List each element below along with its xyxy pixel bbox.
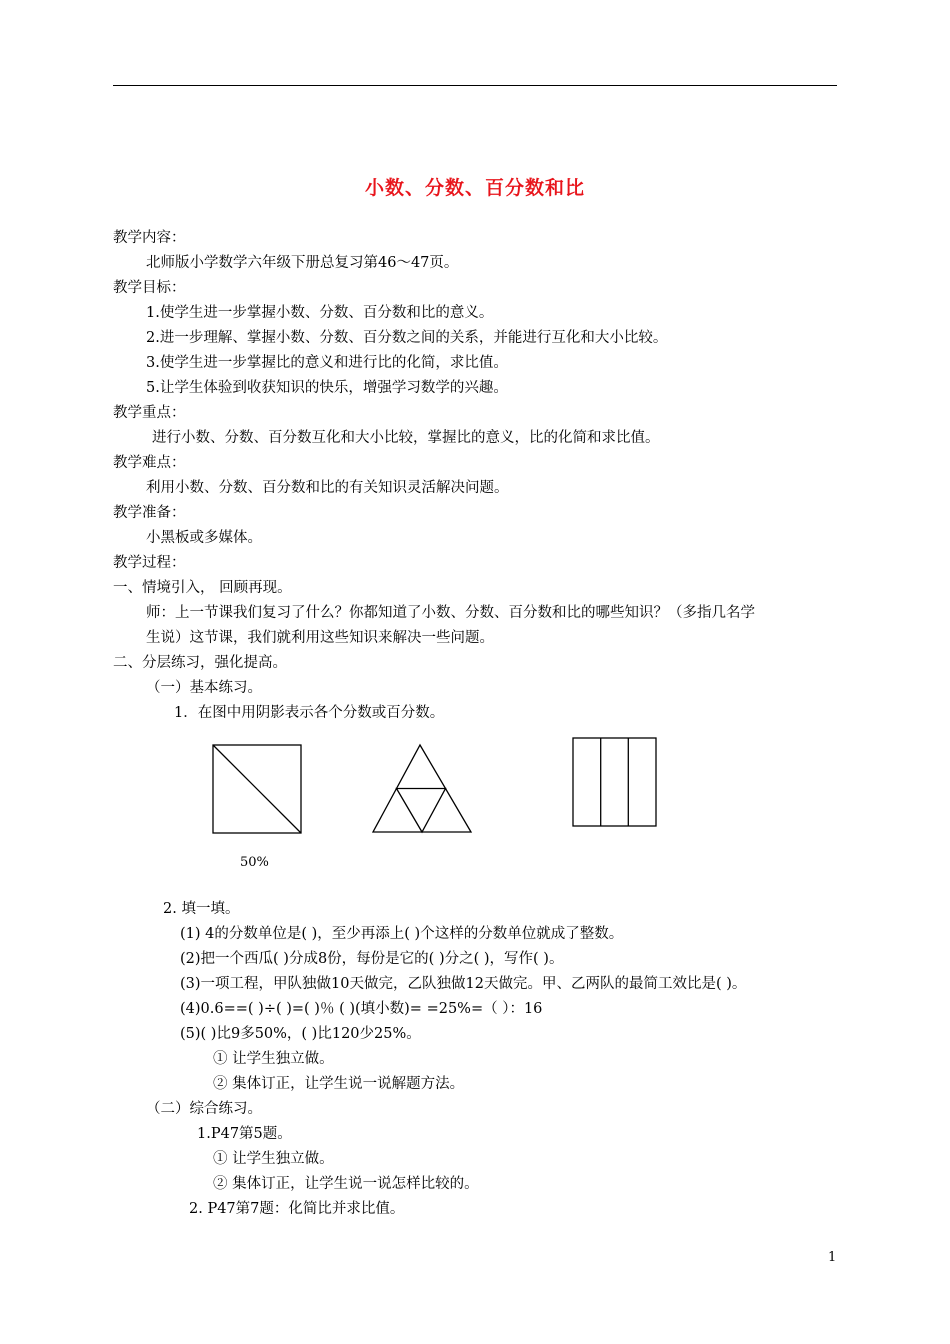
- text-line: 1.使学生进一步掌握小数、分数、百分数和比的意义。: [146, 305, 494, 321]
- text-line: 生说）这节课，我们就利用这些知识来解决一些问题。: [146, 630, 494, 646]
- text-line: 5.让学生体验到收获知识的快乐，增强学习数学的兴趣。: [146, 380, 508, 396]
- section-heading: 教学重点：: [113, 405, 186, 421]
- text-line: ① 让学生独立做。: [213, 1051, 334, 1067]
- text-line: ② 集体订正，让学生说一说怎样比较的。: [213, 1176, 479, 1192]
- text-line: (1) 4的分数单位是( )，至少再添上( )个这样的分数单位就成了整数。: [180, 926, 624, 942]
- section-heading: 教学准备：: [113, 505, 186, 521]
- text-line: 1．在图中用阴影表示各个分数或百分数。: [174, 705, 445, 721]
- text-line: 3.使学生进一步掌握比的意义和进行比的化简，求比值。: [146, 355, 508, 371]
- text-line: ② 集体订正，让学生说一说解题方法。: [213, 1076, 465, 1092]
- text-line: ① 让学生独立做。: [213, 1151, 334, 1167]
- section-heading: 教学内容：: [113, 230, 186, 246]
- text-line: (2)把一个西瓜( )分成8份，每份是它的( )分之( )，写作( )。: [180, 951, 564, 967]
- inner-triangle: [397, 789, 446, 833]
- square-diagonal-figure: [208, 740, 304, 836]
- section-heading: 教学过程：: [113, 555, 186, 571]
- text-line: 2. 填一填。: [163, 901, 240, 917]
- square-diagonal: [213, 745, 301, 833]
- three-column-rectangle-figure: [568, 733, 660, 831]
- text-line: 二、分层练习，强化提高。: [113, 655, 287, 671]
- text-line: 北师版小学数学六年级下册总复习第46～47页。: [146, 255, 459, 271]
- text-line: 师：上一节课我们复习了什么？你都知道了小数、分数、百分数和比的哪些知识？（多指几名学: [146, 605, 755, 621]
- page-number: 1: [828, 1250, 837, 1265]
- text-line: (4)0.6==( )÷( )=( )％ ( )(填小数)= =25%=（ ）：16: [180, 1001, 543, 1017]
- text-line: 一、情境引入， 回顾再现。: [113, 580, 292, 596]
- text-line: 2. P47第7题：化简比并求比值。: [189, 1201, 405, 1217]
- figure-label: 50%: [240, 855, 269, 870]
- triangle-figure: [368, 740, 478, 836]
- text-line: 小黑板或多媒体。: [146, 530, 262, 546]
- text-line: （一）基本练习。: [146, 680, 262, 696]
- text-line: 2.进一步理解、掌握小数、分数、百分数之间的关系，并能进行互化和大小比较。: [146, 330, 668, 346]
- text-line: (3)一项工程，甲队独做10天做完，乙队独做12天做完。甲、乙两队的最简工效比是( )。: [180, 976, 747, 992]
- header-rule: [113, 85, 837, 86]
- page-title: 小数、分数、百分数和比: [364, 177, 585, 199]
- text-line: 1.P47第5题。: [197, 1126, 292, 1142]
- text-line: （二）综合练习。: [146, 1101, 262, 1117]
- text-line: (5)( )比9多50%，( )比120少25%。: [180, 1026, 421, 1042]
- section-heading: 教学目标：: [113, 280, 186, 296]
- text-line: 利用小数、分数、百分数和比的有关知识灵活解决问题。: [146, 480, 509, 496]
- rectangle-outline: [573, 738, 656, 826]
- section-heading: 教学难点：: [113, 455, 186, 471]
- text-line: 进行小数、分数、百分数互化和大小比较，掌握比的意义，比的化简和求比值。: [152, 430, 660, 446]
